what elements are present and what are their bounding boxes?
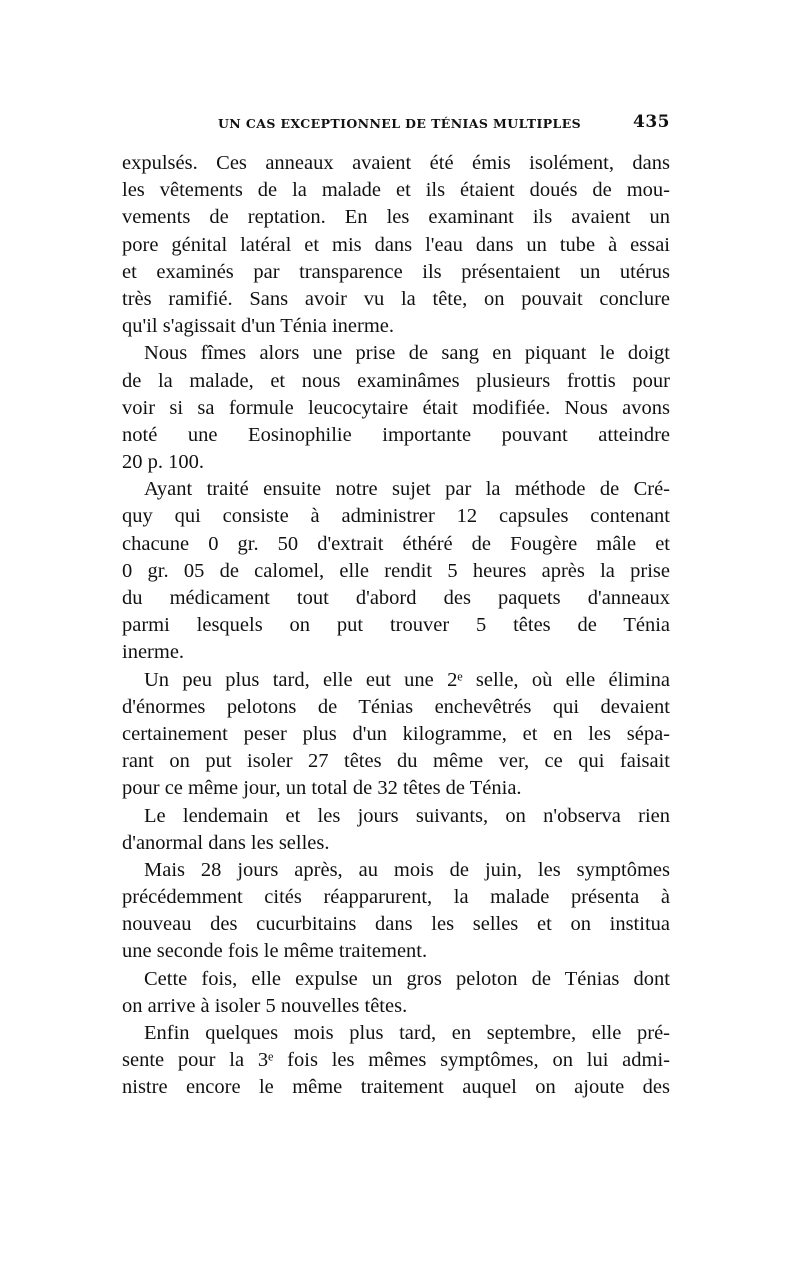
paragraph (122, 150, 670, 340)
text-line: du médicament tout d'abord des paquets d'anneaux (122, 587, 670, 609)
body-text (122, 150, 670, 1102)
text-line: précédemment cités réapparurent, la malade présenta à (122, 886, 670, 909)
text-line: Enfin quelques mois plus tard, en septembre, elle pré- (144, 1022, 670, 1044)
paragraph (122, 857, 670, 966)
text-line: nistre encore le même traitement auquel on ajoute des (122, 1076, 670, 1099)
text-line: nouveau des cucurbitains dans les selles et on institua (122, 913, 670, 936)
running-head (122, 112, 670, 142)
text-line: certainement peser plus d'un kilogramme, et en les sépa- (122, 722, 670, 745)
text-line: très ramifié. Sans avoir vu la tête, on pouvait conclure (122, 287, 670, 310)
text-line: vements de reptation. En les examinant ils avaient un (122, 206, 670, 229)
paragraph (122, 803, 670, 857)
text-line: 0 gr. 05 de calomel, elle rendit 5 heures après la prise (122, 559, 670, 582)
paragraph (122, 476, 670, 666)
text-line: Cette fois, elle expulse un gros peloton de Ténias dont (144, 967, 670, 990)
text-line: Le lendemain et les jours suivants, on n'observa rien (144, 804, 670, 827)
paragraph (122, 966, 670, 1020)
text-line: noté une Eosinophilie importante pouvant atteindre (122, 423, 670, 446)
text-line: qu'il s'agissait d'un Ténia inerme. (122, 315, 395, 338)
text-line: on arrive à isoler 5 nouvelles têtes. (122, 994, 408, 1017)
text-line: 20 p. 100. (122, 451, 204, 474)
text-line: inerme. (122, 641, 185, 664)
text-line: rant on put isoler 27 têtes du même ver, ce qui faisait (122, 750, 670, 773)
paragraph (122, 1020, 670, 1102)
text-line: expulsés. Ces anneaux avaient été émis isolément, dans (122, 152, 670, 174)
text-line: d'énormes pelotons de Ténias enchevêtrés qui devaient (122, 695, 670, 718)
text-line: quy qui consiste à administrer 12 capsules contenant (122, 505, 670, 528)
text-line: Ayant traité ensuite notre sujet par la méthode de Cré- (144, 478, 670, 501)
text-line: Nous fîmes alors une prise de sang en piquant le doigt (144, 342, 670, 365)
text-line: sente pour la 3ᵉ fois les mêmes symptômes, on lui admi- (122, 1049, 670, 1072)
paragraph (122, 667, 670, 803)
text-line: et examinés par transparence ils présentaient un utérus (122, 260, 670, 283)
text-line: une seconde fois le même traitement. (122, 940, 428, 963)
page-number: 435 (633, 112, 670, 132)
text-line: de la malade, et nous examinâmes plusieurs frottis pour (122, 369, 670, 392)
text-line: les vêtements de la malade et ils étaient doués de mou- (122, 179, 670, 202)
text-line: Un peu plus tard, elle eut une 2ᵉ selle, où elle élimina (144, 668, 670, 691)
text-line: pore génital latéral et mis dans l'eau dans un tube à essai (122, 233, 670, 256)
book-page (122, 112, 670, 1099)
text-line: d'anormal dans les selles. (122, 831, 330, 854)
text-line: voir si sa formule leucocytaire était modifiée. Nous avons (122, 396, 670, 419)
text-line: pour ce même jour, un total de 32 têtes de Ténia. (122, 777, 522, 800)
text-line: chacune 0 gr. 50 d'extrait éthéré de Fougère mâle et (122, 532, 670, 555)
running-title: UN CAS EXCEPTIONNEL DE TÉNIAS MULTIPLES (218, 116, 582, 131)
text-line: Mais 28 jours après, au mois de juin, les symptômes (144, 858, 670, 881)
paragraph (122, 340, 670, 476)
text-line: parmi lesquels on put trouver 5 têtes de Ténia (122, 614, 670, 637)
